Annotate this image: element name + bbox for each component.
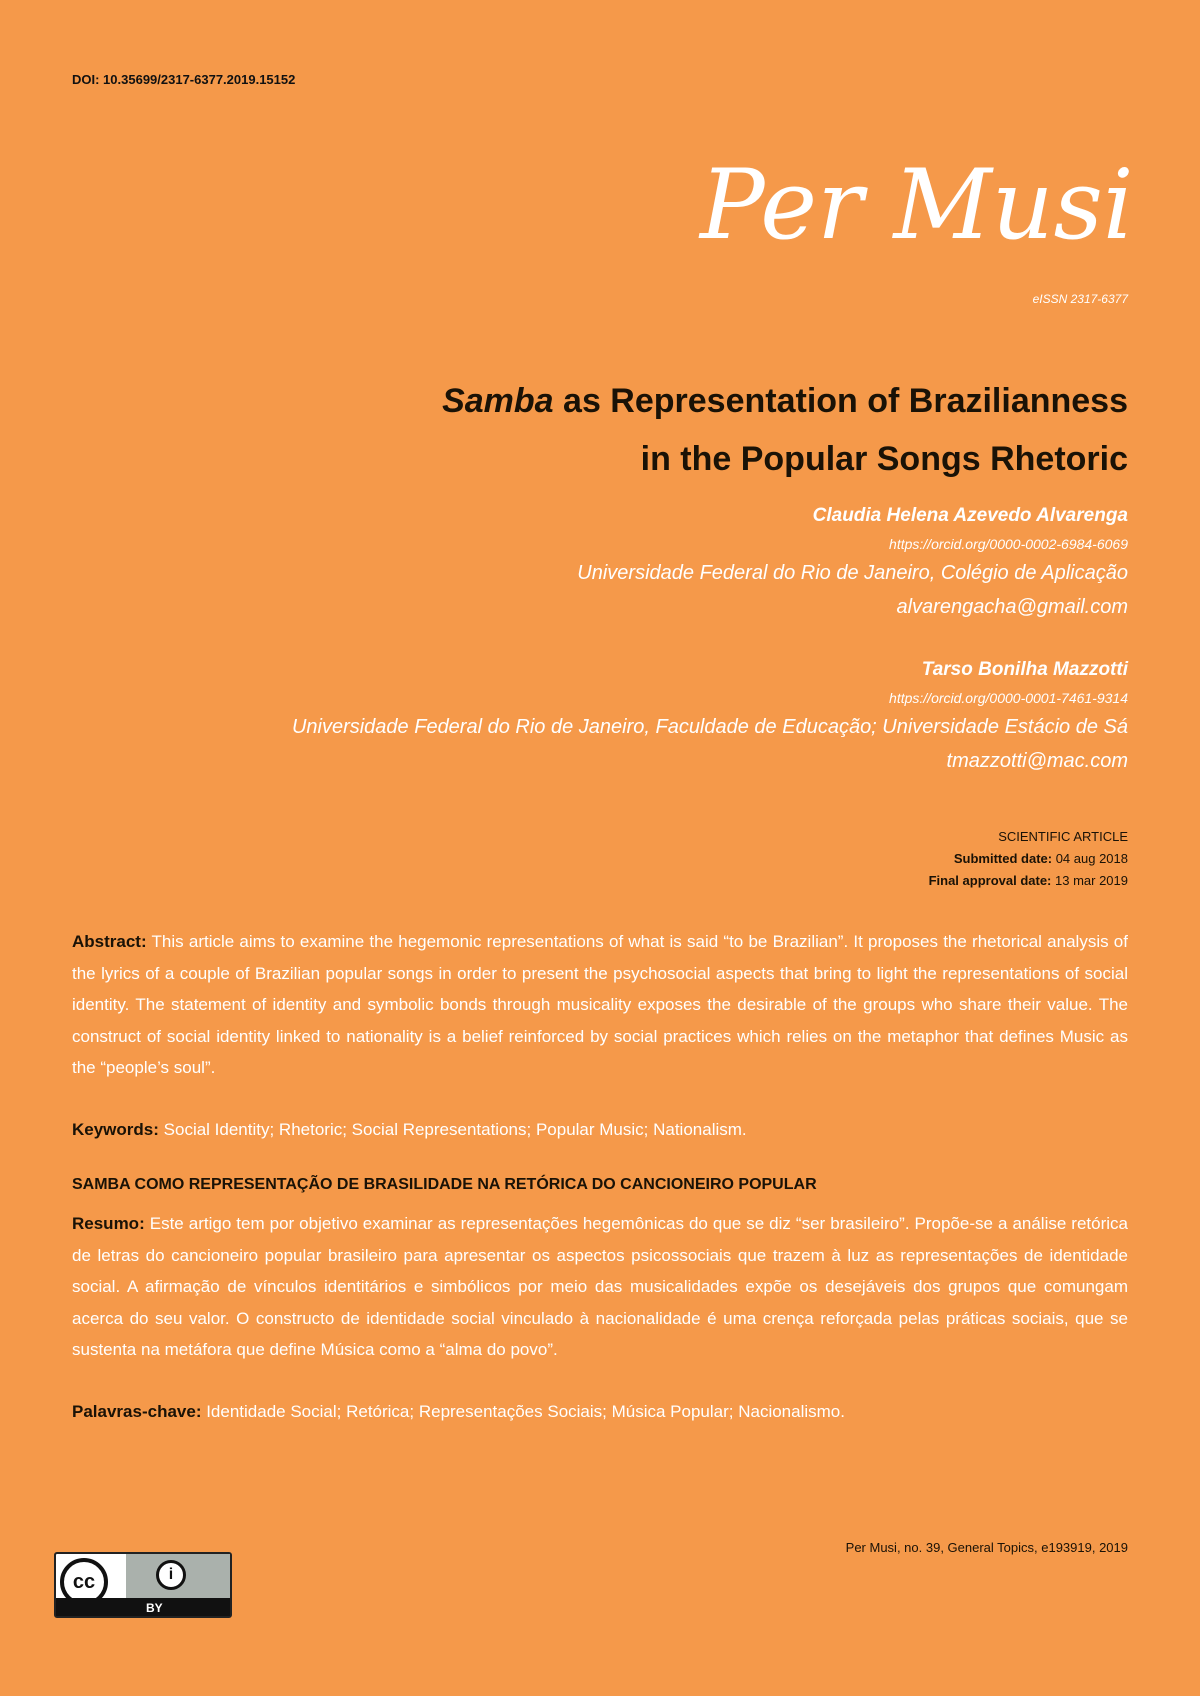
- cc-by-license-badge[interactable]: [54, 1552, 232, 1618]
- submitted-value: 04 aug 2018: [1052, 851, 1128, 866]
- author-name: Claudia Helena Azevedo Alvarenga: [812, 505, 1128, 526]
- keywords-label: Keywords:: [72, 1120, 159, 1139]
- article-title: [228, 372, 1128, 488]
- author-orcid-link[interactable]: https://orcid.org/0000-0001-7461-9314: [889, 690, 1128, 706]
- author-affiliation: Universidade Federal do Rio de Janeiro, Colégio de Aplicação: [577, 562, 1128, 584]
- author-1: [128, 500, 1128, 624]
- author-email-link[interactable]: alvarengacha@gmail.com: [896, 596, 1128, 618]
- keywords-text: Social Identity; Rhetoric; Social Representations; Popular Music; Nationalism.: [158, 1120, 747, 1139]
- palavras-chave: [72, 1396, 1128, 1427]
- cc-icon: cc: [60, 1558, 108, 1606]
- title-italic: Samba: [442, 382, 554, 420]
- authors-block: [128, 500, 1128, 778]
- author-name: Tarso Bonilha Mazzotti: [921, 659, 1128, 680]
- cc-by-label: BY: [146, 1601, 163, 1615]
- title-line-2: in the Popular Songs Rhetoric: [640, 440, 1128, 478]
- issn: eISSN 2317-6377: [1032, 292, 1128, 306]
- palavras-text: Identidade Social; Retórica; Representações Sociais; Música Popular; Nacionalismo.: [201, 1402, 845, 1421]
- submitted-date: [929, 848, 1128, 870]
- doi: DOI: 10.35699/2317-6377.2019.15152: [72, 72, 296, 87]
- article-type: SCIENTIFIC ARTICLE: [998, 829, 1128, 844]
- article-meta: [929, 826, 1128, 892]
- title-line-1: [228, 372, 1128, 430]
- approval-label: Final approval date:: [928, 873, 1052, 888]
- author-affiliation: Universidade Federal do Rio de Janeiro, Faculdade de Educação; Universidade Estácio de Sá: [291, 716, 1128, 738]
- author-orcid-link[interactable]: https://orcid.org/0000-0002-6984-6069: [889, 536, 1128, 552]
- resumo-text: Este artigo tem por objetivo examinar as representações hegemônicas do que se diz “ser brasileiro”. Propõe-se a análise retórica de letras do cancioneiro popular brasileiro para apresentar os aspectos psicossociais que trazem à luz as representações de identidade social. A afirmação de vínculos identitários e simbólicos por meio das musicalidades expõe os desejáveis dos grupos que comungam acerca do seu valor. O constructo de identidade social vinculado à nacionalidade é uma crença reforçada pelas práticas sociais, que se sustenta na metáfora que define Música como a “alma do povo”.: [72, 1214, 1128, 1359]
- resumo: [72, 1208, 1128, 1366]
- approval-date: [929, 870, 1128, 892]
- journal-footer: Per Musi, no. 39, General Topics, e193919, 2019: [845, 1540, 1128, 1555]
- cc-badge-bar: [56, 1598, 230, 1616]
- per-musi-logo: [680, 120, 1140, 280]
- keywords: [72, 1114, 1128, 1145]
- logo-text: Per Musi: [700, 149, 1134, 261]
- author-email-link[interactable]: tmazzotti@mac.com: [946, 750, 1128, 772]
- approval-value: 13 mar 2019: [1051, 873, 1128, 888]
- abstract: [72, 926, 1128, 1084]
- abstract-text: This article aims to examine the hegemonic representations of what is said “to be Brazilian”. It proposes the rhetorical analysis of the lyrics of a couple of Brazilian popular songs in order to present the psychosocial aspects that bring to light the representations of social identity. The statement of identity and symbolic bonds through musicality exposes the desirable of the groups who share their value. The construct of social identity linked to nationality is a belief reinforced by social practices which relies on the metaphor that defines Music as the “people’s soul”.: [72, 932, 1128, 1077]
- submitted-label: Submitted date:: [953, 851, 1053, 866]
- portuguese-title: SAMBA COMO REPRESENTAÇÃO DE BRASILIDADE NA RETÓRICA DO CANCIONEIRO POPULAR: [72, 1176, 817, 1193]
- attribution-icon: i: [156, 1560, 186, 1590]
- palavras-label: Palavras-chave:: [72, 1402, 202, 1421]
- title-rest: as Representation of Brazilianness: [553, 382, 1128, 420]
- per-musi-logo-graphic: [680, 120, 1140, 280]
- resumo-label: Resumo:: [72, 1214, 145, 1233]
- abstract-label: Abstract:: [72, 932, 147, 951]
- author-2: [128, 654, 1128, 778]
